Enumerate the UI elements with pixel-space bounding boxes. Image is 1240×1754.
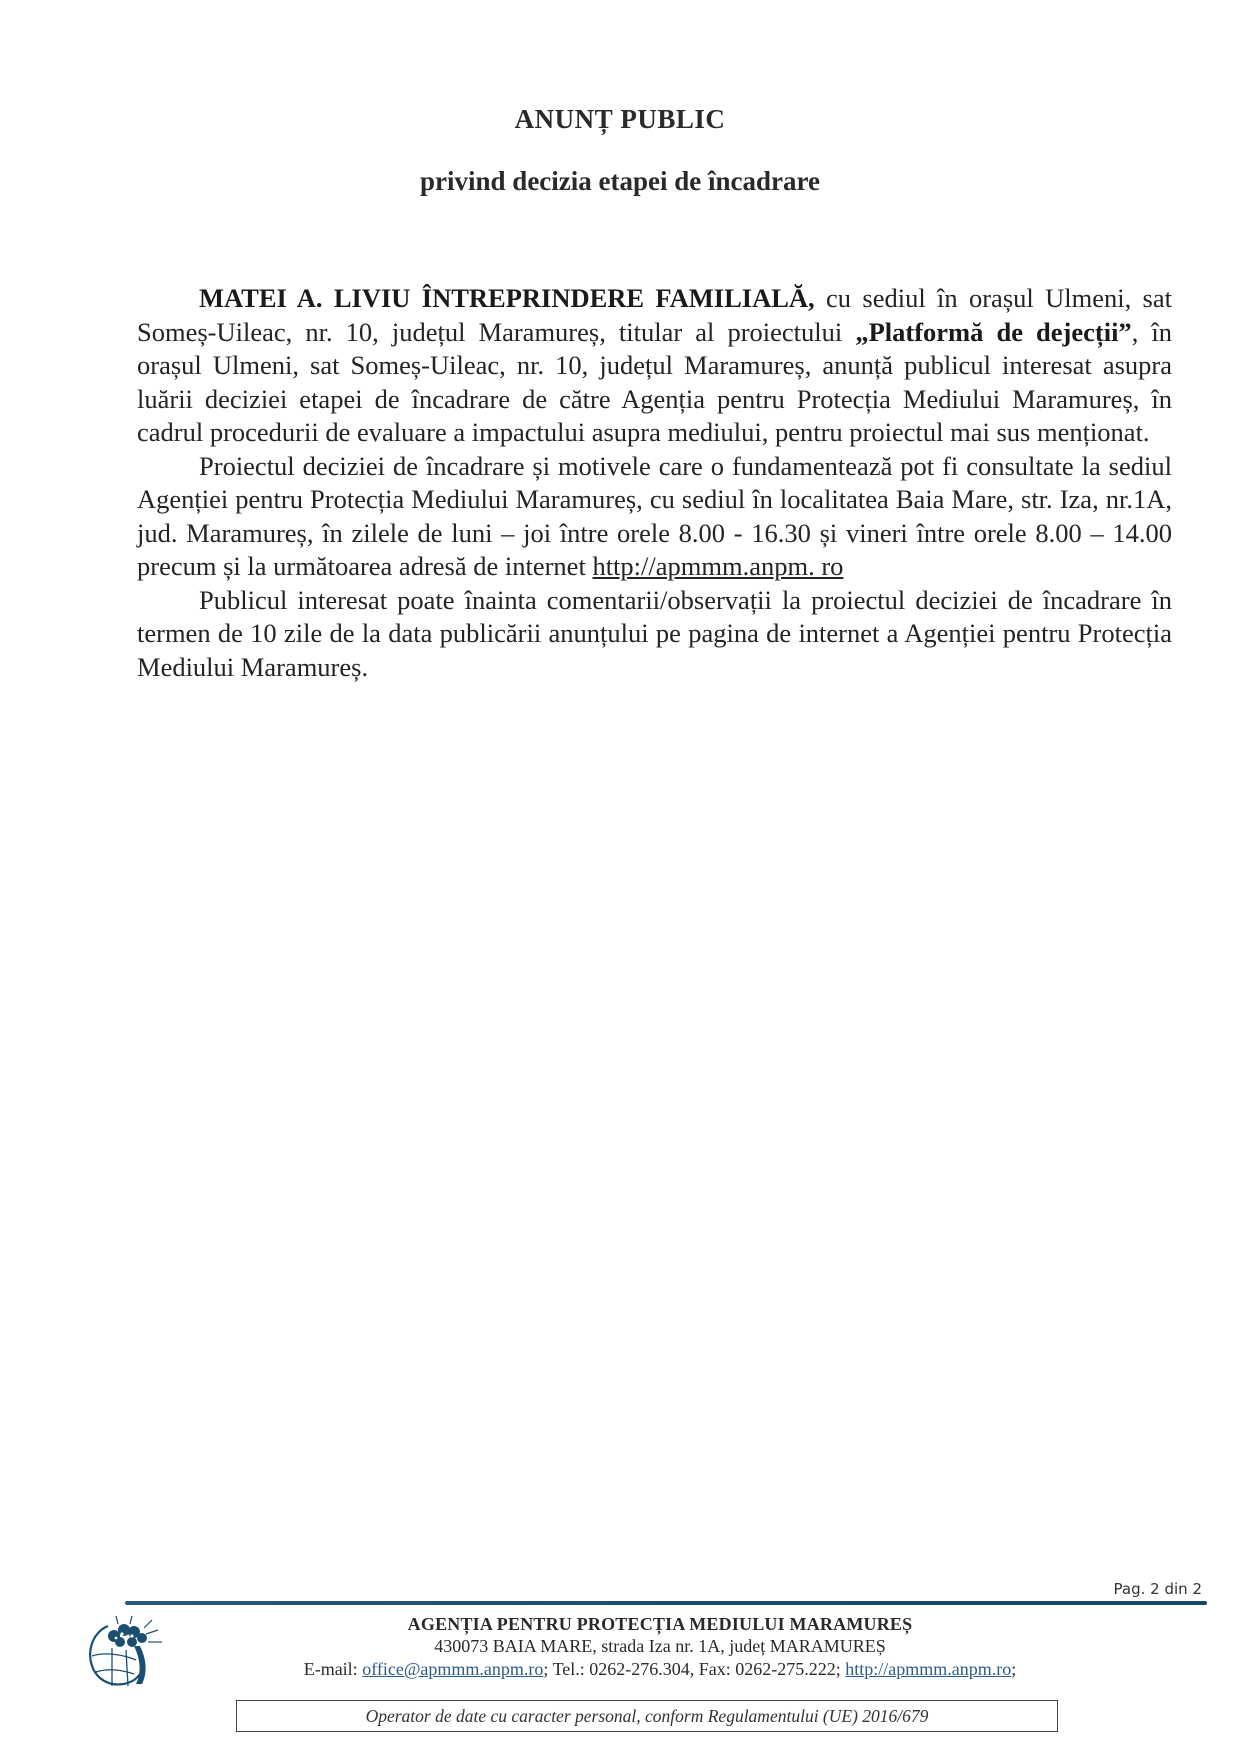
page-number: Pag. 2 din 2 bbox=[1113, 1580, 1202, 1598]
paragraph-1-text-a: cu sediul în orașul Ulmeni, sat Someș-Uileac, nr. 10, județul Maramureș, titular al proiectului bbox=[137, 283, 1172, 347]
paragraph-2 bbox=[137, 450, 1172, 584]
paragraph-2-text: Proiectul deciziei de încadrare și motivele care o fundamentează pot fi consultate la sediul Agenției pentru Protecția Mediului Maramureș, cu sediul în localitatea Baia Mare, str. Iza, nr.1A, jud. Maramureș, în zilele de luni – joi între orele 8.00 - 16.30 și vineri între orele 8.00 – 14.00 precum și la următoarea adresă de internet bbox=[137, 450, 1172, 581]
project-name: „Platformă de dejecții” bbox=[855, 316, 1132, 347]
applicant-name: MATEI A. LIVIU ÎNTREPRINDERE FAMILIALĂ, bbox=[199, 283, 815, 313]
paragraph-3-text: Publicul interesat poate înainta comentarii/observații la proiectul deciziei de încadrare în termen de 10 zile de la data publicării anunțului pe pagina de internet a Agenției pentru Protecția Mediului Maramureș. bbox=[137, 584, 1172, 682]
paragraph-3 bbox=[137, 584, 1172, 685]
document-body bbox=[137, 282, 1172, 684]
document-subtitle: privind decizia etapei de încadrare bbox=[420, 166, 820, 196]
gdpr-notice: Operator de date cu caracter personal, conform Regulamentului (UE) 2016/679 bbox=[236, 1700, 1058, 1732]
email-link[interactable]: office@apmmm.anpm.ro bbox=[362, 1659, 544, 1679]
paragraph-1 bbox=[137, 282, 1172, 450]
email-label: E-mail: bbox=[303, 1659, 363, 1679]
agency-website-link[interactable]: http://apmmm.anpm. ro bbox=[592, 551, 844, 581]
website-suffix: ; bbox=[1011, 1659, 1017, 1679]
agency-letterhead bbox=[220, 1613, 1100, 1681]
tel-fax: ; Tel.: 0262-276.304, Fax: 0262-275.222; bbox=[543, 1659, 846, 1679]
agency-contact bbox=[220, 1657, 1100, 1681]
paragraph-1-text-b: , în orașul Ulmeni, sat Someș-Uileac, nr. 10, județul Maramureș, anunță publicul interesat asupra luării deciziei etapei de încadrare de către Agenția pentru Protecția Mediului Maramureș, în cadrul procedurii de evaluare a impactului asupra mediului, pentru proiectul mai sus menționat. bbox=[137, 316, 1172, 447]
agency-address: 430073 BAIA MARE, strada Iza nr. 1A, județ MARAMUREȘ bbox=[434, 1636, 886, 1656]
agency-name: AGENȚIA PENTRU PROTECȚIA MEDIULUI MARAMUREȘ bbox=[407, 1614, 913, 1634]
document-title: ANUNȚ PUBLIC bbox=[514, 104, 726, 134]
footer-divider bbox=[125, 1601, 1207, 1605]
globe-tree-logo-icon bbox=[78, 1612, 178, 1692]
footer-website-link[interactable]: http://apmmm.anpm.ro bbox=[845, 1659, 1012, 1679]
